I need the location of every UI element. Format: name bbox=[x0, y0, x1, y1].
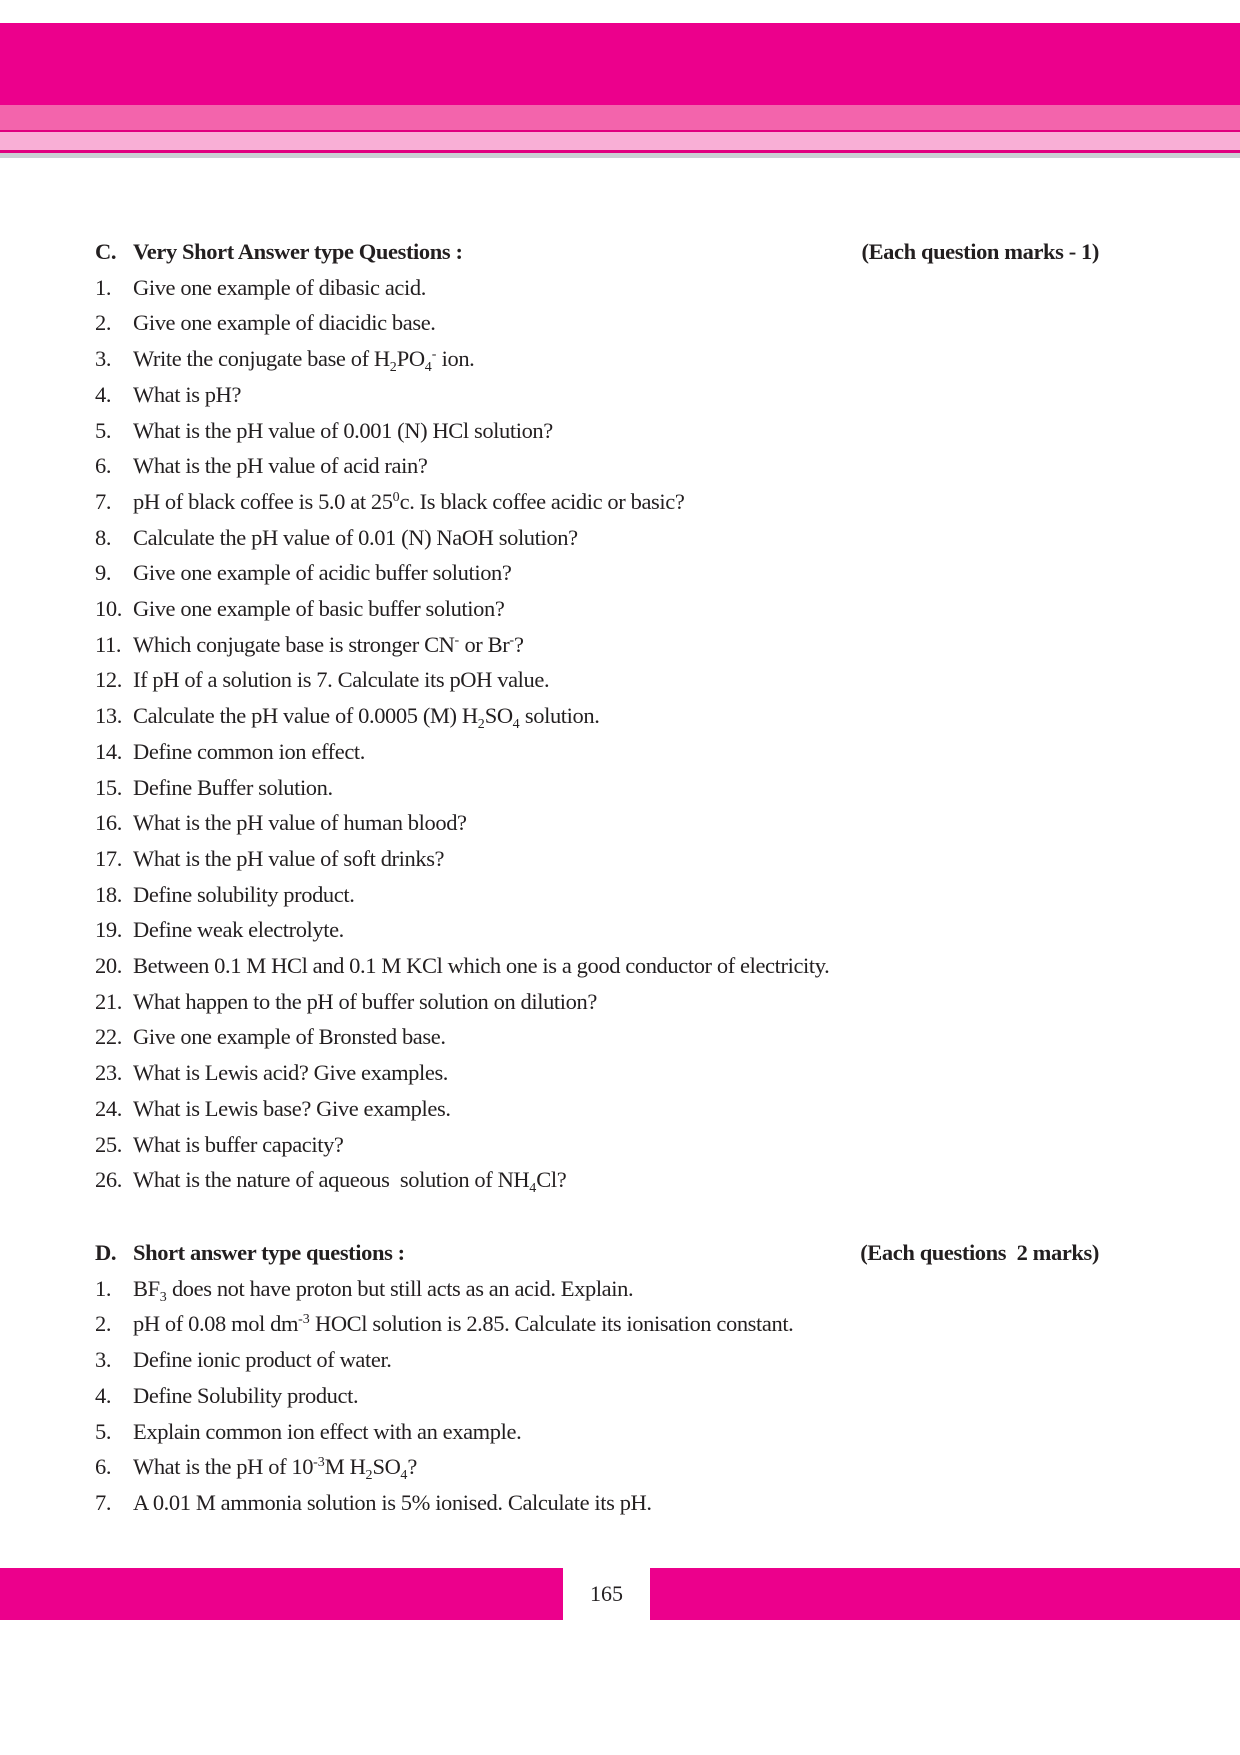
subscript: 4 bbox=[400, 1468, 408, 1484]
question-row bbox=[95, 1306, 1099, 1342]
page-number: 165 bbox=[563, 1568, 650, 1620]
question-text: A 0.01 M ammonia solution is 5% ionised. Calculate its pH. bbox=[133, 1489, 652, 1515]
page-footer bbox=[0, 1568, 1240, 1620]
question-row bbox=[95, 377, 1099, 413]
question-number: 21. bbox=[95, 988, 122, 1014]
subscript: 2 bbox=[477, 717, 485, 733]
question-number: 22. bbox=[95, 1024, 122, 1050]
question-text: Define Solubility product. bbox=[133, 1382, 359, 1408]
question-row bbox=[95, 734, 1099, 770]
question-text: $BF_3$ does not have proton but still acts as an acid. Explain. bbox=[133, 1275, 634, 1305]
question-text: What is the pH value of soft drinks? bbox=[133, 845, 445, 871]
question-row bbox=[95, 1019, 1099, 1055]
question-row bbox=[95, 270, 1099, 306]
question-text: What is buffer capacity? bbox=[133, 1131, 344, 1157]
question-number: 17. bbox=[95, 845, 122, 871]
subscript: 4 bbox=[424, 360, 432, 376]
question-text: Define solubility product. bbox=[133, 881, 355, 907]
question-number: 9. bbox=[95, 560, 112, 586]
superscript: - bbox=[454, 632, 460, 648]
question-text: What is the pH value of acid rain? bbox=[133, 453, 428, 479]
question-row bbox=[95, 948, 1099, 984]
question-row bbox=[95, 1127, 1099, 1163]
question-row bbox=[95, 1485, 1099, 1521]
question-number: 6. bbox=[95, 1454, 112, 1480]
question-row bbox=[95, 1271, 1099, 1307]
question-number: 5. bbox=[95, 417, 112, 443]
subscript: 4 bbox=[512, 717, 520, 733]
section-marks: (Each question marks - 1) bbox=[861, 239, 1099, 264]
question-text: What is the nature of aqueous solution of $NH_4Cl$? bbox=[133, 1167, 567, 1197]
question-row bbox=[95, 805, 1099, 841]
header-stripe-light-pink bbox=[0, 132, 1240, 150]
question-number: 7. bbox=[95, 1489, 112, 1515]
header-stripe-medium-pink bbox=[0, 105, 1240, 130]
question-number: 24. bbox=[95, 1095, 122, 1121]
question-text: Which conjugate base is stronger CN- or Br-? bbox=[133, 631, 524, 657]
question-row bbox=[95, 698, 1099, 734]
question-row bbox=[95, 912, 1099, 948]
question-number: 5. bbox=[95, 1418, 112, 1444]
question-row bbox=[95, 984, 1099, 1020]
superscript: -3 bbox=[313, 1455, 325, 1471]
question-text: What is the pH value of 0.001 (N) HCl solution? bbox=[133, 417, 553, 443]
question-row bbox=[95, 591, 1099, 627]
question-row bbox=[95, 1055, 1099, 1091]
question-text: Define weak electrolyte. bbox=[133, 917, 344, 943]
section-heading bbox=[95, 234, 1099, 270]
question-number: 18. bbox=[95, 881, 122, 907]
question-text: Define common ion effect. bbox=[133, 738, 365, 764]
question-text: If pH of a solution is 7. Calculate its pOH value. bbox=[133, 667, 550, 693]
section-marks: (Each questions 2 marks) bbox=[860, 1239, 1099, 1265]
question-text: Give one example of dibasic acid. bbox=[133, 274, 426, 300]
question-number: 4. bbox=[95, 1382, 112, 1408]
question-text: Write the conjugate base of $H_2PO_4^-$ ion. bbox=[133, 346, 475, 376]
section-letter: D. bbox=[95, 1239, 117, 1265]
question-text: What is the pH of $10^{-3}M$ $H_2SO_4$? bbox=[133, 1454, 418, 1484]
section-question-list bbox=[95, 270, 1099, 1198]
question-number: 16. bbox=[95, 810, 122, 836]
superscript: - bbox=[509, 632, 514, 648]
superscript: -3 bbox=[298, 1312, 310, 1328]
question-number: 10. bbox=[95, 596, 122, 622]
question-row bbox=[95, 305, 1099, 341]
section-short-answer bbox=[95, 1235, 1099, 1521]
section-question-list bbox=[95, 1271, 1099, 1521]
question-text: Explain common ion effect with an example. bbox=[133, 1418, 522, 1444]
subscript: 2 bbox=[389, 360, 397, 376]
question-text: Calculate the pH value of 0.0005 (M) $H_2SO_4$ solution. bbox=[133, 703, 600, 733]
question-text: What is the pH value of human blood? bbox=[133, 810, 467, 836]
superscript: - bbox=[431, 347, 437, 363]
question-row bbox=[95, 1378, 1099, 1414]
question-row bbox=[95, 877, 1099, 913]
question-text: What is Lewis acid? Give examples. bbox=[133, 1060, 449, 1086]
question-row bbox=[95, 627, 1099, 663]
question-number: 23. bbox=[95, 1060, 122, 1086]
question-number: 12. bbox=[95, 667, 122, 693]
question-row bbox=[95, 520, 1099, 556]
question-number: 1. bbox=[95, 274, 112, 300]
header-stripe-gray bbox=[0, 153, 1240, 158]
subscript: 4 bbox=[529, 1181, 537, 1197]
question-text: Define ionic product of water. bbox=[133, 1347, 392, 1373]
question-number: 2. bbox=[95, 1311, 112, 1337]
question-text: What is Lewis base? Give examples. bbox=[133, 1095, 451, 1121]
question-number: 15. bbox=[95, 774, 122, 800]
question-row bbox=[95, 841, 1099, 877]
question-row bbox=[95, 1162, 1099, 1198]
question-text: Calculate the pH value of 0.01 (N) NaOH solution? bbox=[133, 524, 578, 550]
question-text: Give one example of basic buffer solution? bbox=[133, 596, 505, 622]
question-number: 2. bbox=[95, 310, 112, 336]
section-title: Short answer type questions : bbox=[133, 1239, 405, 1265]
question-text: pH of black coffee is 5.0 at $25^0c$. Is black coffee acidic or basic? bbox=[133, 488, 685, 514]
question-text: Give one example of diacidic base. bbox=[133, 310, 436, 336]
questions-content bbox=[95, 234, 1099, 1521]
question-number: 8. bbox=[95, 524, 112, 550]
question-number: 25. bbox=[95, 1131, 122, 1157]
question-text: What is pH? bbox=[133, 381, 242, 407]
question-number: 4. bbox=[95, 381, 112, 407]
question-text: Between 0.1 M HCl and 0.1 M KCl which one is a good conductor of electricity. bbox=[133, 953, 830, 979]
question-row bbox=[95, 1449, 1099, 1485]
question-text: Define Buffer solution. bbox=[133, 774, 333, 800]
question-number: 13. bbox=[95, 703, 122, 729]
question-number: 11. bbox=[95, 631, 122, 657]
subscript: 2 bbox=[365, 1468, 373, 1484]
section-gap bbox=[95, 1198, 1099, 1235]
question-number: 6. bbox=[95, 453, 112, 479]
question-text: Give one example of Bronsted base. bbox=[133, 1024, 446, 1050]
question-row bbox=[95, 662, 1099, 698]
question-number: 26. bbox=[95, 1167, 122, 1193]
page-header-band bbox=[0, 23, 1240, 158]
question-number: 3. bbox=[95, 1347, 112, 1373]
question-row bbox=[95, 484, 1099, 520]
question-number: 3. bbox=[95, 346, 112, 372]
question-row bbox=[95, 1091, 1099, 1127]
subscript: 3 bbox=[159, 1289, 167, 1305]
question-number: 14. bbox=[95, 738, 122, 764]
section-heading bbox=[95, 1235, 1099, 1271]
question-row bbox=[95, 413, 1099, 449]
question-row bbox=[95, 1342, 1099, 1378]
question-text: What happen to the pH of buffer solution on dilution? bbox=[133, 988, 597, 1014]
section-letter: C. bbox=[95, 239, 117, 264]
question-text: Give one example of acidic buffer solution? bbox=[133, 560, 512, 586]
question-number: 1. bbox=[95, 1275, 112, 1301]
section-very-short-answer bbox=[95, 234, 1099, 1198]
question-row bbox=[95, 448, 1099, 484]
footer-bar-left bbox=[0, 1568, 563, 1620]
question-number: 19. bbox=[95, 917, 122, 943]
question-number: 20. bbox=[95, 953, 122, 979]
question-row bbox=[95, 555, 1099, 591]
question-row bbox=[95, 341, 1099, 377]
superscript: 0 bbox=[392, 489, 400, 505]
question-row bbox=[95, 1414, 1099, 1450]
section-title: Very Short Answer type Questions : bbox=[133, 239, 463, 264]
question-row bbox=[95, 770, 1099, 806]
footer-bar-right bbox=[650, 1568, 1240, 1620]
question-text: pH of 0.08 mol $dm^{-3}$ HOCl solution is 2.85. Calculate its ionisation constant. bbox=[133, 1311, 794, 1337]
header-stripe-magenta bbox=[0, 23, 1240, 105]
question-number: 7. bbox=[95, 488, 112, 514]
